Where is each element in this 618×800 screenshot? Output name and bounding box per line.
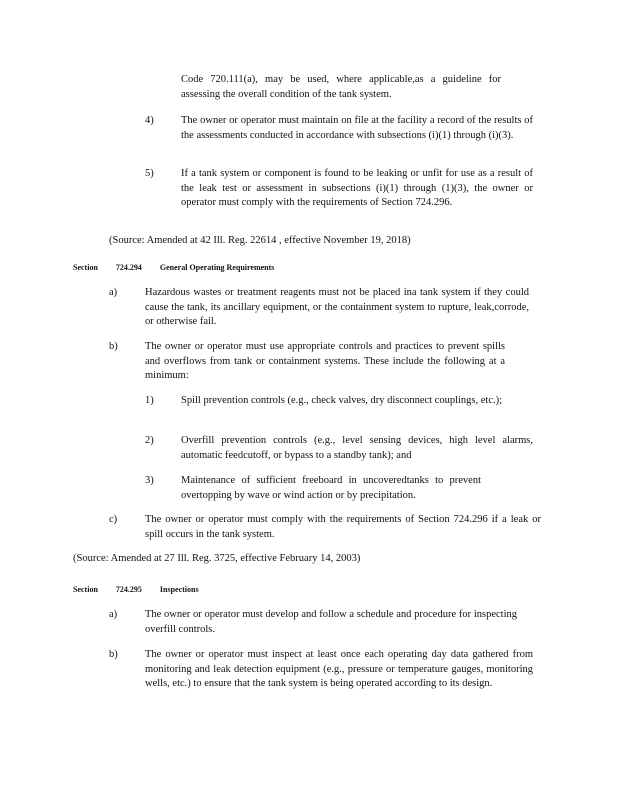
item-b-text: The owner or operator must inspect at least once each operating day data gathered from monitoring and leak detection equipment (e.g., pressure or temperature gauges, monitoring wells, etc.) to ensure that the tank system is being operated according to its design.: [145, 649, 533, 689]
source-note-1: (Source: Amended at 42 Ill. Reg. 22614 , effective November 19, 2018): [109, 235, 411, 246]
item-b-number: b): [109, 649, 118, 660]
section-724-295-heading: [73, 585, 215, 595]
item-a-number: a): [109, 287, 118, 298]
item-b-text: The owner or operator must use appropriate controls and practices to prevent spills and overflows from tank or containment systems. These include the following at a minimum:: [145, 341, 505, 381]
item-a-number: a): [109, 609, 118, 620]
item-5-number: 5): [145, 168, 154, 179]
section-724-294-heading: [73, 263, 290, 273]
item-a-text: The owner or operator must develop and follow a schedule and procedure for inspecting overfill controls.: [145, 609, 517, 635]
item-a-text: Hazardous wastes or treatment reagents must not be placed ina tank system if they could cause the tank, its ancillary equipment, or the containment system to rupture, leak,corrode, or otherwise fail.: [145, 287, 529, 327]
item-b1-text: Spill prevention controls (e.g., check valves, dry disconnect couplings, etc.);: [181, 395, 503, 406]
section-title: General Operating Requirements: [159, 263, 275, 272]
item-b-number: b): [109, 341, 118, 352]
item-b3-text: Maintenance of sufficient freeboard in uncoveredtanks to prevent overtopping by wave or wind action or by precipitation.: [181, 475, 481, 501]
item-b2-number: 2): [145, 435, 154, 446]
section-number: 724.295: [115, 585, 142, 594]
item-b1-number: 1): [145, 395, 154, 406]
item-c-text: The owner or operator must comply with the requirements of Section 724.296 if a leak or spill occurs in the tank system.: [145, 514, 541, 540]
item-b3-number: 3): [145, 475, 154, 486]
continued-paragraph: Code 720.111(a), may be used, where applicable,as a guideline for assessing the overall condition of the tank system.: [181, 74, 501, 100]
section-title: Inspections: [159, 585, 199, 594]
item-5-text: If a tank system or component is found to be leaking or unfit for use as a result of the leak test or assessment in subsections (i)(1) through (1)(3), the owner or operator must comply with the requirements of Section 724.296.: [181, 168, 533, 208]
section-label: Section: [73, 585, 98, 594]
section-label: Section: [73, 263, 98, 272]
source-note-2: (Source: Amended at 27 Ill. Reg. 3725, effective February 14, 2003): [73, 553, 361, 564]
item-b2-text: Overfill prevention controls (e.g., level sensing devices, high level alarms, automatic feedcutoff, or bypass to a standby tank); and: [181, 435, 533, 461]
item-4-number: 4): [145, 115, 154, 126]
item-4-text: The owner or operator must maintain on file at the facility a record of the results of the assessments conducted in accordance with subsections (i)(1) through (i)(3).: [181, 115, 533, 141]
item-c-number: c): [109, 514, 118, 525]
section-number: 724.294: [115, 263, 142, 272]
